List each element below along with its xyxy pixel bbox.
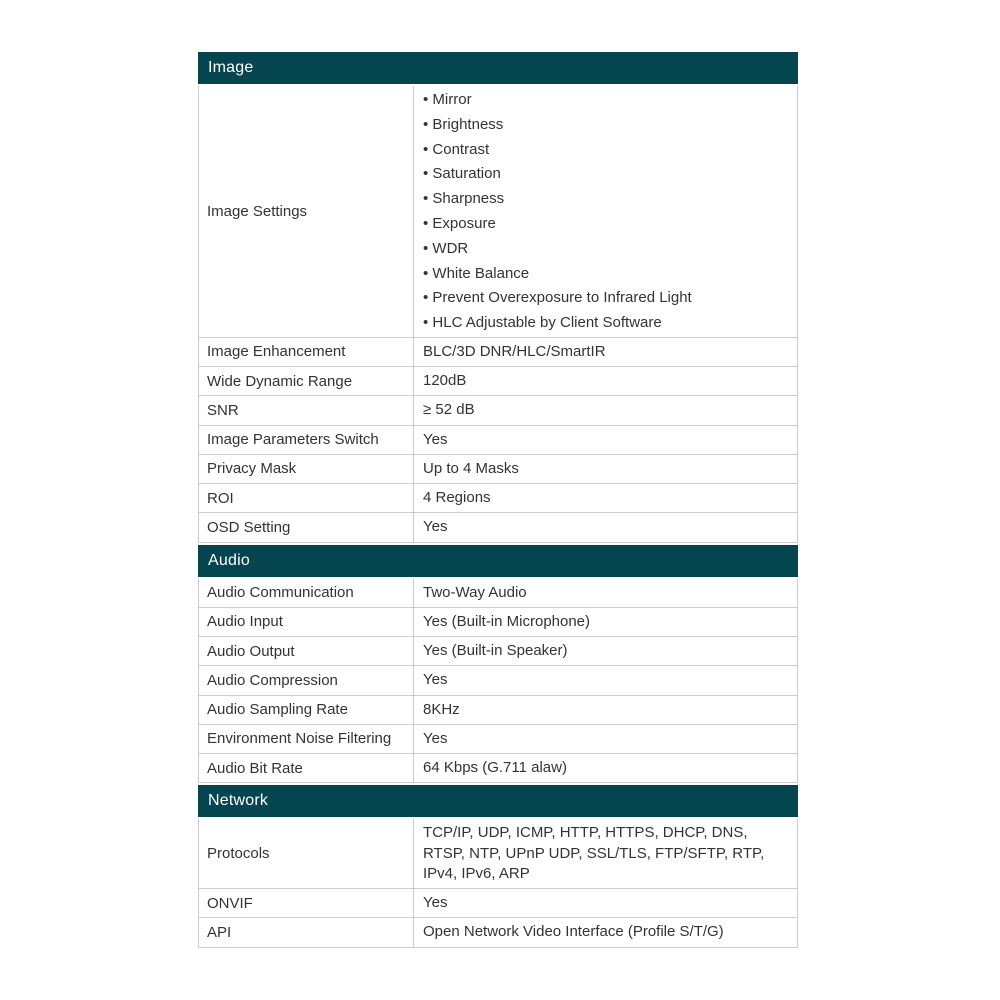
spec-label: Audio Communication — [199, 579, 414, 607]
spec-value: TCP/IP, UDP, ICMP, HTTP, HTTPS, DHCP, DNS, RTSP, NTP, UPnP UDP, SSL/TLS, FTP/SFTP, RTP, IPv4, IPv6, ARP — [423, 824, 765, 882]
table-row — [199, 754, 797, 783]
table-row — [199, 396, 797, 425]
spec-value: 64 Kbps (G.711 alaw) — [423, 759, 567, 777]
bullet-line: • Sharpness — [423, 190, 505, 208]
spec-value: Yes (Built-in Speaker) — [423, 642, 568, 660]
spec-label: ROI — [199, 484, 414, 512]
spec-value: Yes — [423, 518, 448, 536]
table-row — [199, 86, 797, 338]
spec-table — [198, 52, 798, 948]
bullet-line: • Prevent Overexposure to Infrared Light — [423, 289, 692, 307]
spec-value: Two-Way Audio — [423, 583, 527, 601]
spec-label: Audio Compression — [199, 666, 414, 694]
spec-label: Image Enhancement — [199, 338, 414, 366]
table-row — [199, 666, 797, 695]
table-row — [199, 426, 797, 455]
spec-section-audio — [198, 545, 798, 784]
bullet-line: • WDR — [423, 239, 469, 257]
spec-label: Image Parameters Switch — [199, 426, 414, 454]
table-row — [199, 579, 797, 608]
spec-value: Yes — [423, 894, 448, 912]
table-row — [199, 696, 797, 725]
bullet-line: • White Balance — [423, 264, 530, 282]
table-row — [199, 819, 797, 889]
spec-label: SNR — [199, 396, 414, 424]
section-body — [198, 579, 798, 784]
table-row — [199, 637, 797, 666]
bullet-line: • Contrast — [423, 140, 490, 158]
bullet-line: • Brightness — [423, 115, 504, 133]
spec-label: Audio Bit Rate — [199, 754, 414, 782]
table-row — [199, 484, 797, 513]
bullet-line: • Exposure — [423, 214, 496, 232]
section-header: Image — [198, 52, 798, 84]
section-header: Network — [198, 785, 798, 817]
spec-value: ≥ 52 dB — [423, 401, 475, 419]
spec-label: Audio Input — [199, 608, 414, 636]
table-row — [199, 889, 797, 918]
table-row — [199, 455, 797, 484]
spec-label: Audio Output — [199, 637, 414, 665]
spec-value: Up to 4 Masks — [423, 459, 519, 477]
section-body — [198, 86, 798, 543]
spec-label: Audio Sampling Rate — [199, 696, 414, 724]
spec-value: 120dB — [423, 372, 467, 390]
table-row — [199, 918, 797, 947]
table-row — [199, 338, 797, 367]
spec-value: BLC/3D DNR/HLC/SmartIR — [423, 342, 606, 360]
table-row — [199, 608, 797, 637]
bullet-line: • Mirror — [423, 91, 472, 108]
spec-value — [414, 86, 797, 337]
spec-section-image — [198, 52, 798, 543]
spec-value: Yes — [423, 729, 448, 747]
spec-value: Yes — [423, 430, 448, 448]
table-row — [199, 725, 797, 754]
spec-value: Yes (Built-in Microphone) — [423, 612, 591, 630]
spec-label: Image Settings — [199, 86, 414, 337]
spec-value: Yes — [423, 671, 448, 689]
spec-value: Open Network Video Interface (Profile S/T/G) — [423, 923, 724, 941]
section-header: Audio — [198, 545, 798, 577]
spec-label: OSD Setting — [199, 513, 414, 541]
spec-label: ONVIF — [199, 889, 414, 917]
spec-value: 4 Regions — [423, 489, 491, 507]
spec-label: Protocols — [199, 819, 414, 888]
spec-label: Wide Dynamic Range — [199, 367, 414, 395]
table-row — [199, 513, 797, 542]
bullet-line: • HLC Adjustable by Client Software — [423, 314, 662, 332]
spec-value: 8KHz — [423, 700, 460, 718]
table-row — [199, 367, 797, 396]
section-body — [198, 819, 798, 947]
spec-label: API — [199, 918, 414, 946]
spec-label: Privacy Mask — [199, 455, 414, 483]
bullet-line: • Saturation — [423, 165, 501, 183]
spec-label: Environment Noise Filtering — [199, 725, 414, 753]
spec-section-network — [198, 785, 798, 947]
